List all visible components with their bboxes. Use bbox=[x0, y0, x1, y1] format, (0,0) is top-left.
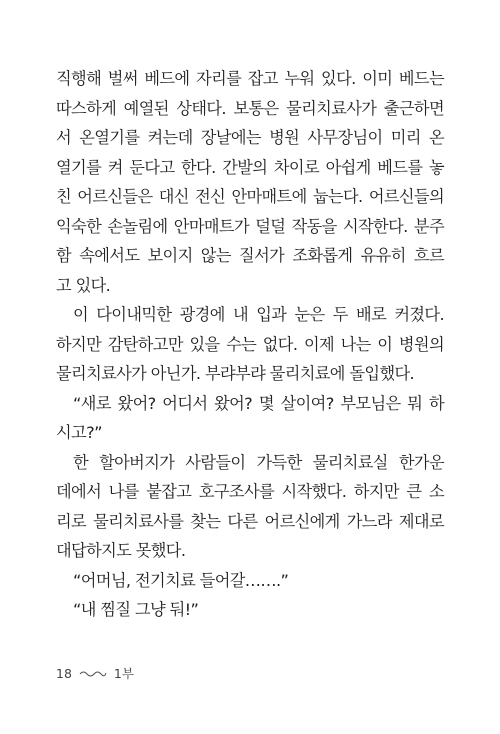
text-line: 익숙한 손놀림에 안마매트가 덜덜 작동을 시작한다. 분주 bbox=[56, 216, 444, 236]
text-line: 직행해 벌써 베드에 자리를 잡고 누워 있다. 이미 베드는 bbox=[56, 69, 444, 88]
text-line: 친 어르신들은 대신 전신 안마매트에 눕는다. 어르신들의 bbox=[56, 187, 444, 206]
text-line: “새로 왔어? 어디서 왔어? 몇 살이여? 부모님은 뭐 하 bbox=[73, 393, 444, 413]
paragraph-3 bbox=[56, 389, 444, 448]
text-line: 함 속에서도 보이지 않는 질서가 조화롭게 유유히 흐르 bbox=[56, 246, 444, 265]
paragraph-1 bbox=[56, 64, 444, 300]
text-line: 한 할아버지가 사람들이 가득한 물리치료실 한가운 bbox=[73, 452, 444, 472]
text-line: “내 찜질 그냥 둬!” bbox=[73, 600, 199, 619]
text-line: 대답하지도 못했다. bbox=[56, 541, 186, 560]
text-line: 따스하게 예열된 상태다. 보통은 물리치료사가 출근하면 bbox=[56, 98, 444, 118]
page-number: 18 bbox=[56, 665, 72, 681]
paragraph-4 bbox=[56, 448, 444, 566]
text-line: 고 있다. bbox=[56, 275, 111, 295]
part-label: 1부 bbox=[113, 666, 134, 681]
text-line: 서 온열기를 켜는데 장날에는 병원 사무장님이 미리 온 bbox=[56, 128, 444, 147]
text-line: 하지만 감탄하고만 있을 수는 없다. 이제 나는 이 병원의 bbox=[56, 334, 444, 354]
page-footer bbox=[56, 664, 134, 682]
text-line: 물리치료사가 아닌가. 부랴부랴 물리치료에 돌입했다. bbox=[56, 364, 415, 383]
text-line: 시고?” bbox=[56, 423, 102, 442]
body-text bbox=[56, 64, 444, 625]
paragraph-2 bbox=[56, 300, 444, 389]
text-line: 데에서 나를 붙잡고 호구조사를 시작했다. 하지만 큰 소 bbox=[56, 482, 444, 501]
text-line: 이 다이내믹한 광경에 내 입과 눈은 두 배로 커졌다. bbox=[73, 305, 444, 324]
wave-ornament-icon bbox=[79, 669, 107, 677]
text-line: “어머님, 전기치료 들어갈…….” bbox=[73, 570, 289, 590]
text-line: 열기를 켜 둔다고 한다. 간발의 차이로 아쉽게 베드를 놓 bbox=[56, 157, 444, 177]
text-line: 리로 물리치료사를 찾는 다른 어르신에게 가느라 제대로 bbox=[56, 511, 444, 531]
paragraph-6 bbox=[56, 595, 444, 625]
paragraph-5 bbox=[56, 566, 444, 596]
